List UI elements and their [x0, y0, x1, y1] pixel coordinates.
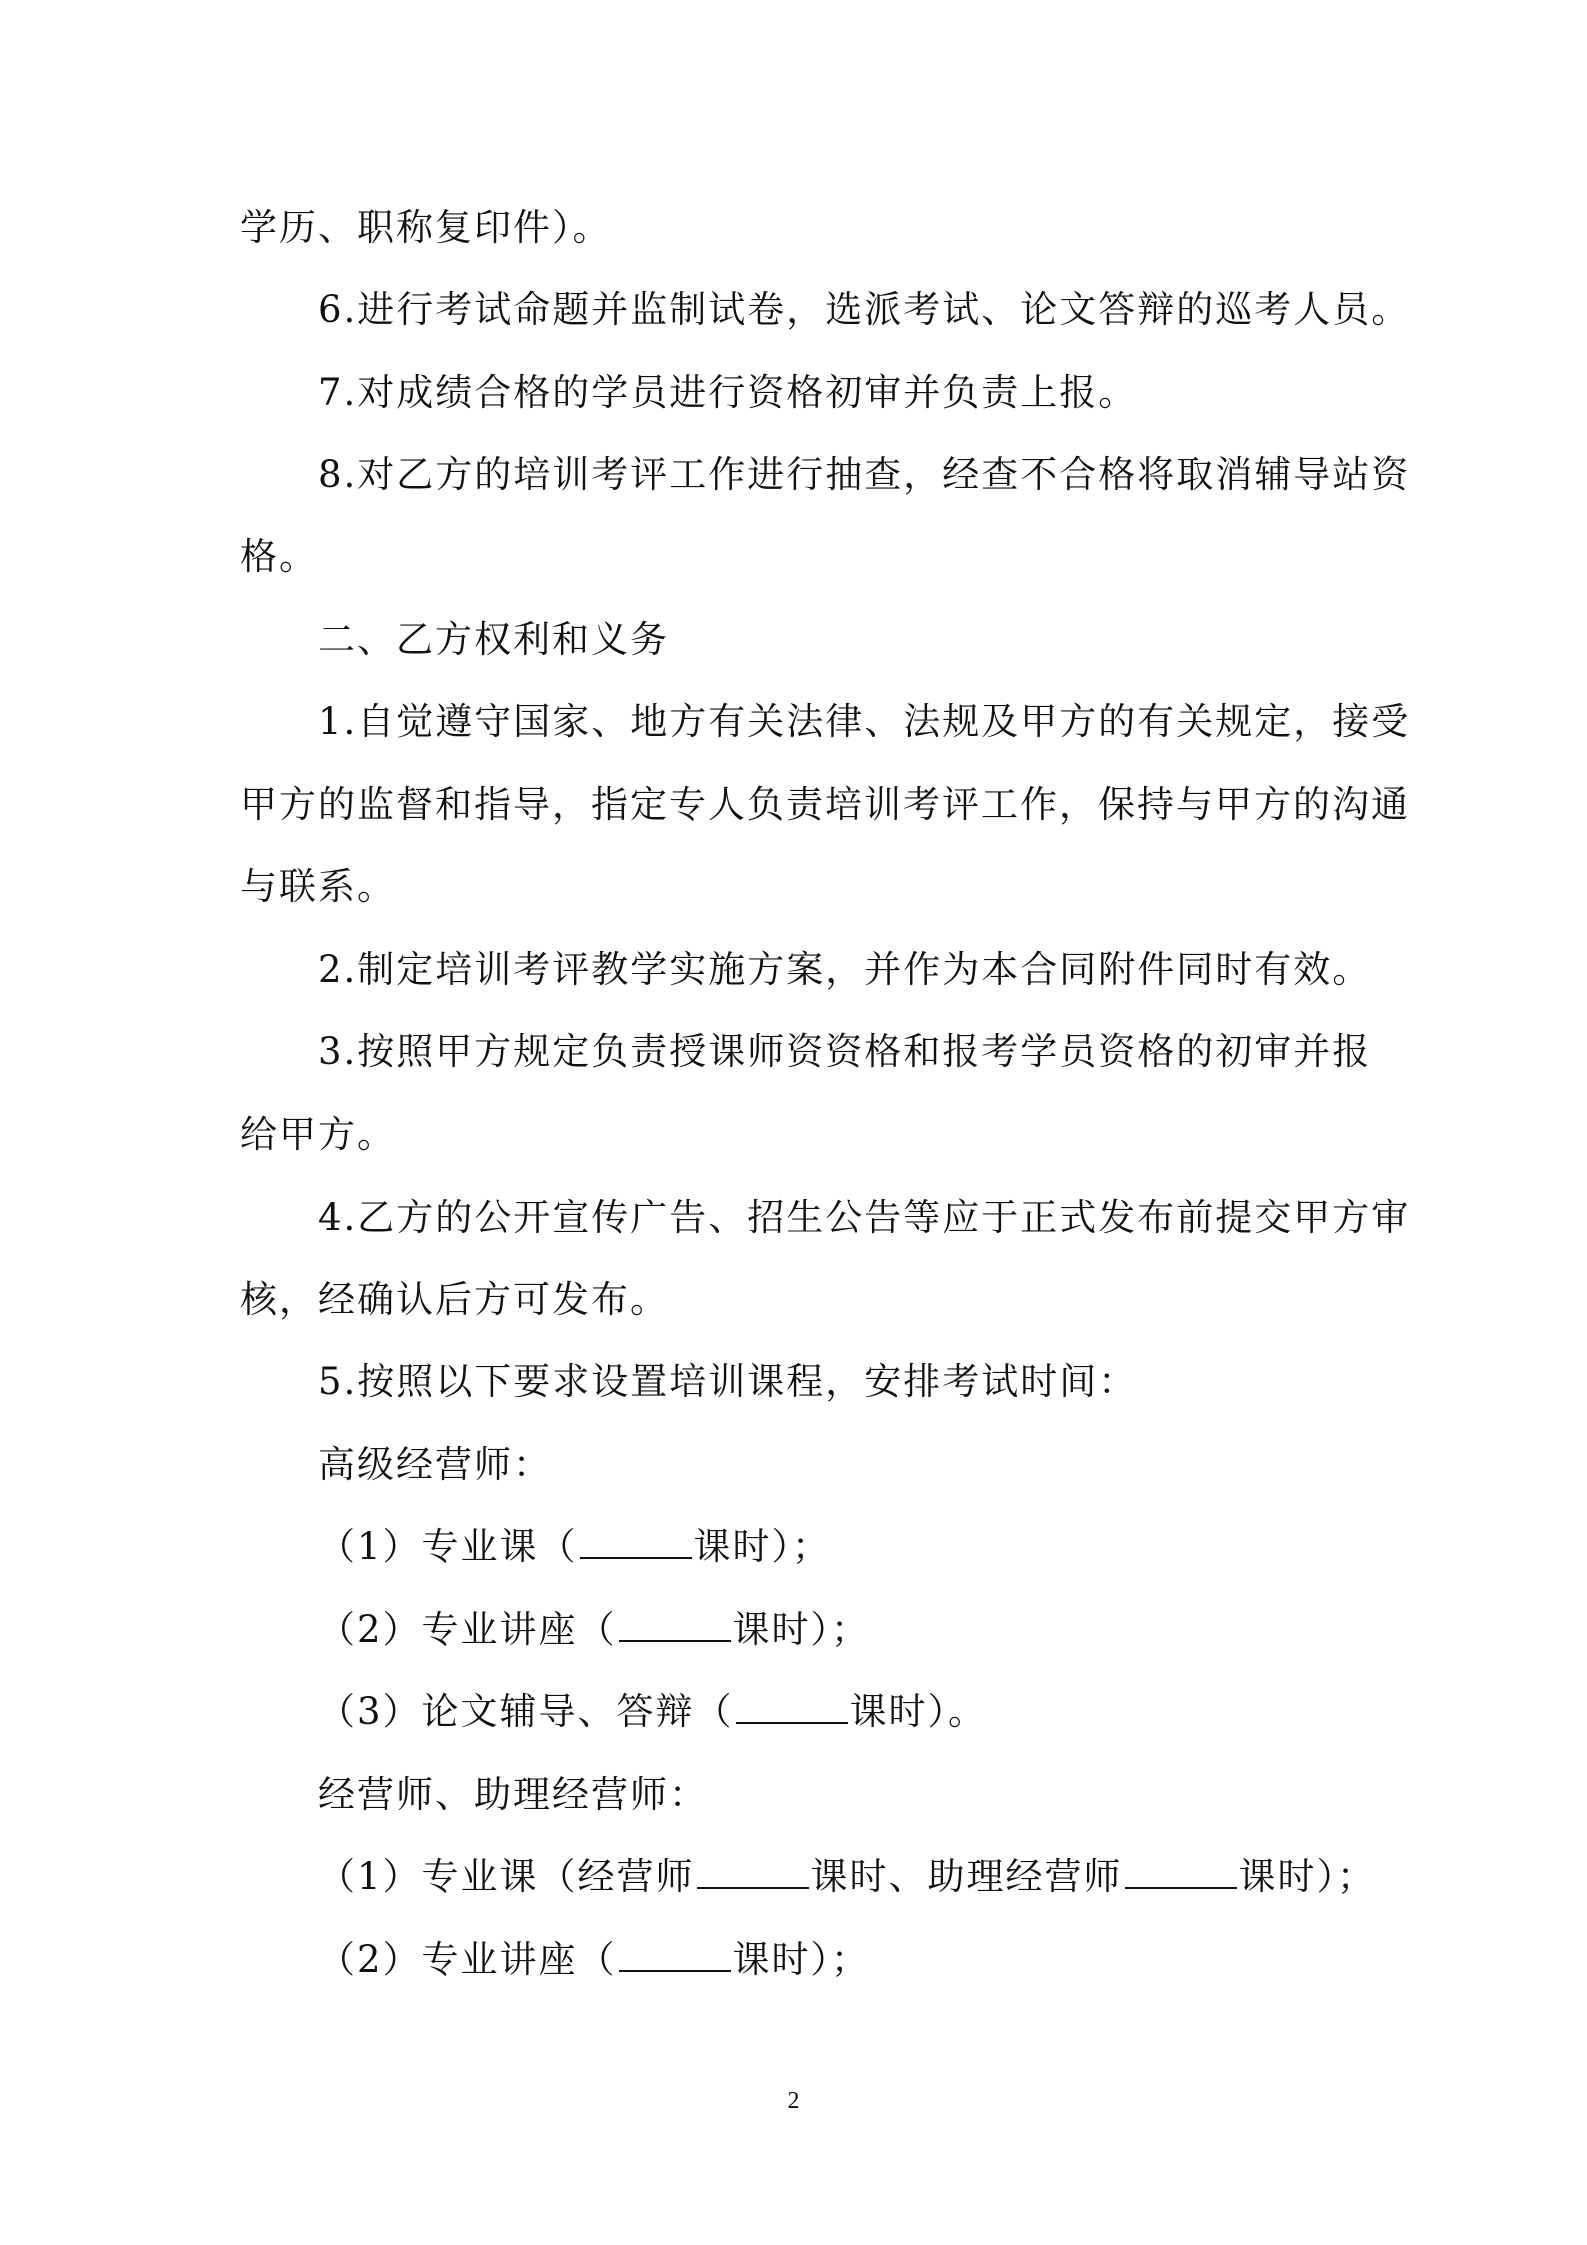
paragraph-line: 5.按照以下要求设置培训课程，安排考试时间：: [318, 1360, 1138, 1403]
paragraph-line: 学历、职称复印件）。: [240, 206, 612, 249]
blank-field[interactable]: [736, 1688, 848, 1724]
paragraph-line: 3.按照甲方规定负责授课师资资格和报考学员资格的初审并报: [318, 1030, 1372, 1073]
blank-field[interactable]: [619, 1936, 731, 1972]
paragraph-line: 1.自觉遵守国家、地方有关法律、法规及甲方的有关规定，接受: [318, 700, 1411, 743]
paragraph-line: 2.制定培训考评教学实施方案，并作为本合同附件同时有效。: [318, 948, 1372, 991]
section-heading: 二、乙方权利和义务: [318, 618, 669, 661]
paragraph-line: 甲方的监督和指导，指定专人负责培训考评工作，保持与甲方的沟通: [240, 783, 1410, 826]
list-item: （3）论文辅导、答辩（ 课时）。: [318, 1690, 988, 1733]
paragraph-line: 核，经确认后方可发布。: [240, 1278, 669, 1321]
paragraph-line: 6.进行考试命题并监制试卷，选派考试、论文答辩的巡考人员。: [318, 288, 1411, 331]
list-item: （2）专业讲座（ 课时）；: [318, 1938, 871, 1981]
subheading-senior: 高级经营师：: [318, 1443, 552, 1486]
list-item: （2）专业讲座（ 课时）；: [318, 1608, 871, 1651]
paragraph-line: 与联系。: [240, 865, 396, 908]
blank-field[interactable]: [580, 1523, 692, 1559]
subheading-junior: 经营师、助理经营师：: [318, 1773, 708, 1816]
paragraph-line: 7.对成绩合格的学员进行资格初审并负责上报。: [318, 371, 1138, 414]
paragraph-line: 格。: [240, 535, 318, 578]
paragraph-line: 4.乙方的公开宣传广告、招生公告等应于正式发布前提交甲方审: [318, 1196, 1411, 1239]
blank-field[interactable]: [697, 1853, 809, 1889]
page-number: 2: [787, 2088, 800, 2114]
paragraph-line: 给甲方。: [240, 1113, 396, 1156]
blank-field[interactable]: [619, 1606, 731, 1642]
list-item: （1）专业课（经营师 课时、助理经营师 课时）；: [318, 1855, 1377, 1898]
list-item: （1）专业课（ 课时）；: [318, 1525, 832, 1568]
blank-field[interactable]: [1125, 1853, 1237, 1889]
paragraph-line: 8.对乙方的培训考评工作进行抽查，经查不合格将取消辅导站资: [318, 453, 1411, 496]
